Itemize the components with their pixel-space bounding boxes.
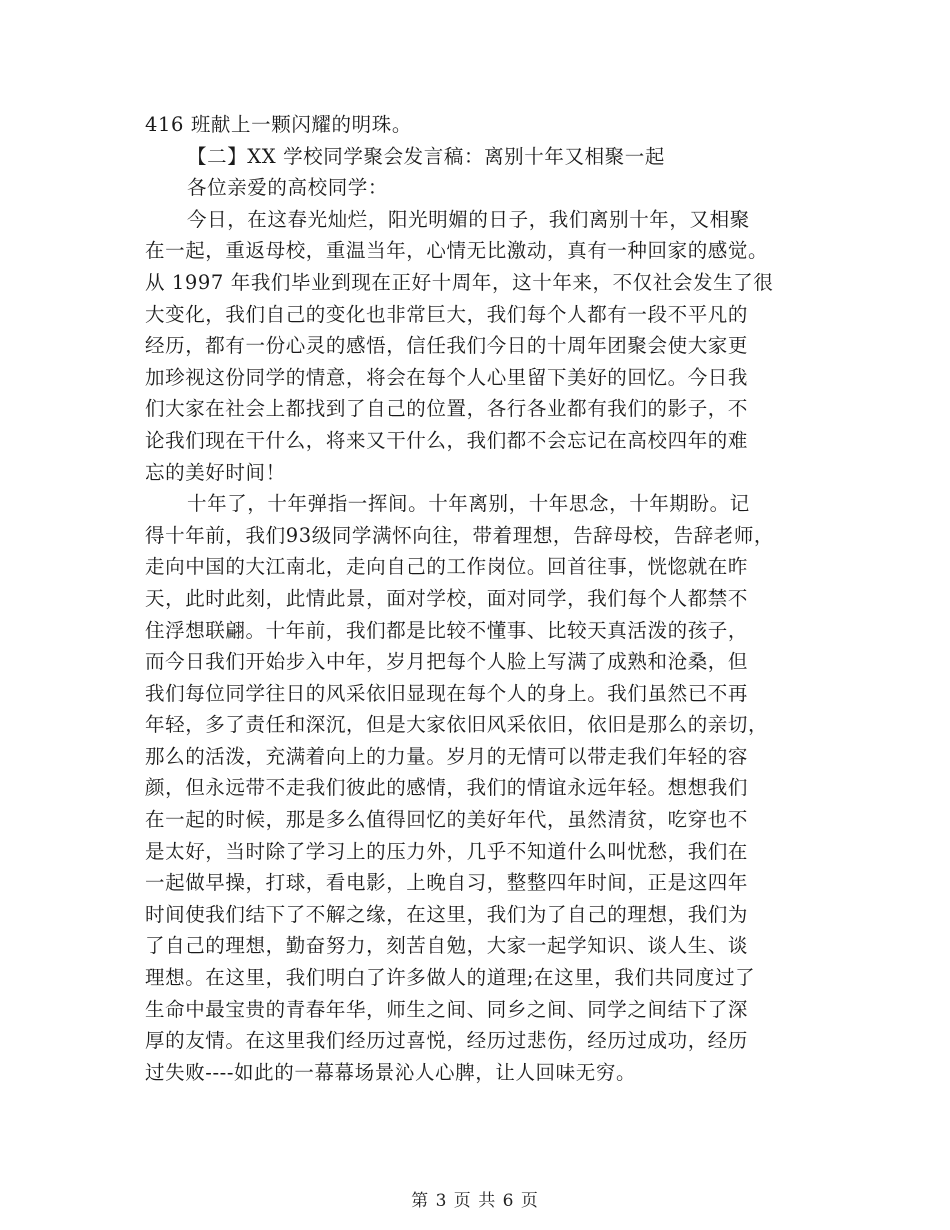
- text-line: 从 1997 年我们毕业到现在正好十周年，这十年来，不仅社会发生了很: [145, 270, 774, 294]
- text-line: 生命中最宝贵的青春年华，师生之间、同乡之间、同学之间结下了深: [145, 997, 749, 1021]
- text-line: 走向中国的大江南北，走向自己的工作岗位。回首往事，恍惚就在昨: [145, 555, 749, 579]
- text-line: 天，此时此刻，此情此景，面对学校，面对同学，我们每个人都禁不: [145, 586, 749, 610]
- page-number-footer: 第 3 页 共 6 页: [411, 1191, 539, 1211]
- text-line: 大变化，我们自己的变化也非常巨大，我们每个人都有一段不平凡的: [145, 302, 749, 326]
- text-line: 年轻，多了责任和深沉，但是大家依旧风采依旧，依旧是那么的亲切，: [145, 713, 769, 737]
- text-line: 416 班献上一颗闪耀的明珠。: [145, 113, 412, 136]
- text-line: 理想。在这里，我们明白了许多做人的道理;在这里，我们共同度过了: [145, 966, 756, 990]
- text-line: 今日，在这春光灿烂，阳光明媚的日子，我们离别十年，又相聚: [187, 207, 750, 231]
- text-line: 颜，但永远带不走我们彼此的感情，我们的情谊永远年轻。想想我们: [145, 776, 749, 800]
- text-line: 厚的友情。在这里我们经历过喜悦，经历过悲伤，经历过成功，经历: [145, 1029, 749, 1053]
- text-line: 得十年前，我们93级同学满怀向往，带着理想，告辞母校，告辞老师，: [145, 523, 775, 547]
- text-line: 十年了，十年弹指一挥间。十年离别，十年思念，十年期盼。记: [187, 492, 750, 516]
- text-line: 论我们现在干什么，将来又干什么，我们都不会忘记在高校四年的难: [145, 428, 749, 452]
- text-line: 在一起，重返母校，重温当年，心情无比激动，真有一种回家的感觉。: [145, 239, 769, 263]
- section-heading: 【二】XX 学校同学聚会发言稿：离别十年又相聚一起: [187, 144, 665, 168]
- document-body: [145, 109, 810, 1088]
- text-line: 在一起的时候，那是多么值得回忆的美好年代，虽然清贫，吃穿也不: [145, 808, 749, 832]
- text-line: 们大家在社会上都找到了自己的位置，各行各业都有我们的影子，不: [145, 397, 749, 421]
- text-line: 那么的活泼，充满着向上的力量。岁月的无情可以带走我们年轻的容: [145, 744, 749, 768]
- text-line: 是太好，当时除了学习上的压力外，几乎不知道什么叫忧愁，我们在: [145, 839, 749, 863]
- text-line: 忘的美好时间！: [145, 460, 286, 484]
- text-line: 一起做早操，打球，看电影，上晚自习，整整四年时间，正是这四年: [145, 871, 749, 895]
- text-line: 我们每位同学往日的风采依旧显现在每个人的身上。我们虽然已不再: [145, 681, 749, 705]
- text-line: 时间使我们结下了不解之缘，在这里，我们为了自己的理想，我们为: [145, 902, 749, 926]
- text-line: 了自己的理想，勤奋努力，刻苦自勉，大家一起学知识、谈人生、谈: [145, 934, 749, 958]
- text-line: 经历，都有一份心灵的感悟，信任我们今日的十周年团聚会使大家更: [145, 334, 749, 358]
- text-line: 加珍视这份同学的情意，将会在每个人心里留下美好的回忆。今日我: [145, 365, 749, 389]
- text-line: 而今日我们开始步入中年，岁月把每个人脸上写满了成熟和沧桑，但: [145, 650, 749, 674]
- text-line: 住浮想联翩。十年前，我们都是比较不懂事、比较天真活泼的孩子，: [145, 618, 749, 642]
- salutation: 各位亲爱的高校同学：: [187, 176, 389, 200]
- text-line: 过失败----如此的一幕幕场景沁人心脾，让人回味无穷。: [145, 1060, 637, 1084]
